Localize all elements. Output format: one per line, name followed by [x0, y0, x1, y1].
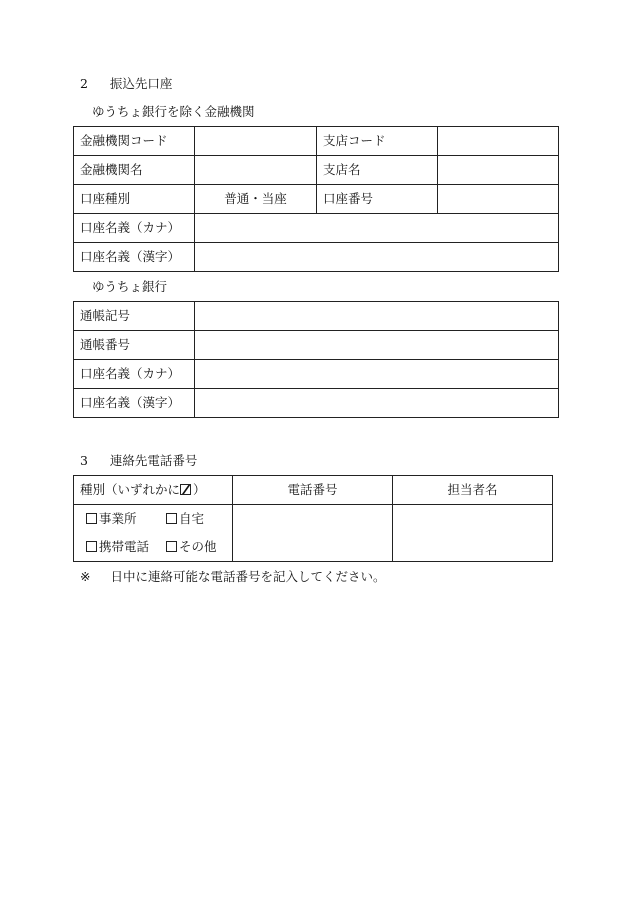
checked-box-icon: [180, 484, 191, 495]
section-3-number: 3: [80, 453, 88, 468]
section-2-number: 2: [80, 76, 88, 91]
other-banks-caption: ゆうちょ銀行を除く金融機関: [92, 104, 255, 119]
checkbox-icon: [166, 541, 177, 552]
yucho-holder-kana-label: 口座名義（カナ）: [74, 360, 195, 389]
option-mobile[interactable]: [86, 533, 166, 561]
table-row: [74, 156, 559, 185]
section-3-heading: [80, 453, 197, 469]
account-number-field[interactable]: [438, 185, 559, 214]
checkbox-icon: [86, 513, 97, 524]
table-row: [74, 505, 553, 562]
note-text: 日中に連絡可能な電話番号を記入してください。: [110, 569, 386, 584]
bank-name-field[interactable]: [195, 156, 317, 185]
section-2-heading: [80, 76, 172, 92]
yucho-holder-kanji-field[interactable]: [195, 389, 559, 418]
note-mark: ※: [80, 569, 91, 584]
holder-kana-label: 口座名義（カナ）: [74, 214, 195, 243]
kind-header-text: 種別（いずれかに: [80, 482, 181, 497]
kind-options: [74, 505, 233, 562]
branch-name-field[interactable]: [438, 156, 559, 185]
option-home-label: 自宅: [179, 511, 205, 526]
branch-name-label: 支店名: [317, 156, 438, 185]
option-home[interactable]: [166, 505, 204, 533]
option-office[interactable]: [86, 505, 166, 533]
section-3-title: 連絡先電話番号: [109, 453, 198, 468]
yucho-holder-kana-field[interactable]: [195, 360, 559, 389]
table-row: [74, 360, 559, 389]
table-row: [74, 127, 559, 156]
checkbox-icon: [166, 513, 177, 524]
bank-name-label: 金融機関名: [74, 156, 195, 185]
holder-kanji-field[interactable]: [195, 243, 559, 272]
yucho-table: [73, 301, 559, 418]
other-banks-table: [73, 126, 559, 272]
kind-header-end: ）: [193, 482, 206, 497]
bank-code-field[interactable]: [195, 127, 317, 156]
section-2-title: 振込先口座: [109, 76, 173, 91]
account-type-value[interactable]: 普通・当座: [195, 185, 317, 214]
person-name-field[interactable]: [393, 505, 553, 562]
phone-header: 電話番号: [233, 476, 393, 505]
passbook-number-label: 通帳番号: [74, 331, 195, 360]
kind-header: [74, 476, 233, 505]
passbook-symbol-field[interactable]: [195, 302, 559, 331]
table-row: [74, 389, 559, 418]
branch-code-label: 支店コード: [317, 127, 438, 156]
phone-number-field[interactable]: [233, 505, 393, 562]
option-mobile-label: 携帯電話: [99, 539, 150, 554]
holder-kanji-label: 口座名義（漢字）: [74, 243, 195, 272]
branch-code-field[interactable]: [438, 127, 559, 156]
passbook-number-field[interactable]: [195, 331, 559, 360]
checkbox-icon: [86, 541, 97, 552]
yucho-holder-kanji-label: 口座名義（漢字）: [74, 389, 195, 418]
account-type-label: 口座種別: [74, 185, 195, 214]
table-row: [74, 302, 559, 331]
table-row: [74, 331, 559, 360]
table-row: [74, 243, 559, 272]
table-row: [74, 185, 559, 214]
option-office-label: 事業所: [99, 511, 137, 526]
option-other[interactable]: [166, 533, 217, 561]
account-number-label: 口座番号: [317, 185, 438, 214]
option-other-label: その他: [179, 539, 217, 554]
table-row: [74, 476, 553, 505]
bank-code-label: 金融機関コード: [74, 127, 195, 156]
holder-kana-field[interactable]: [195, 214, 559, 243]
table-row: [74, 214, 559, 243]
contact-phone-table: [73, 475, 553, 562]
yucho-caption: ゆうちょ銀行: [92, 279, 168, 294]
phone-note: [80, 569, 385, 585]
passbook-symbol-label: 通帳記号: [74, 302, 195, 331]
person-header: 担当者名: [393, 476, 553, 505]
